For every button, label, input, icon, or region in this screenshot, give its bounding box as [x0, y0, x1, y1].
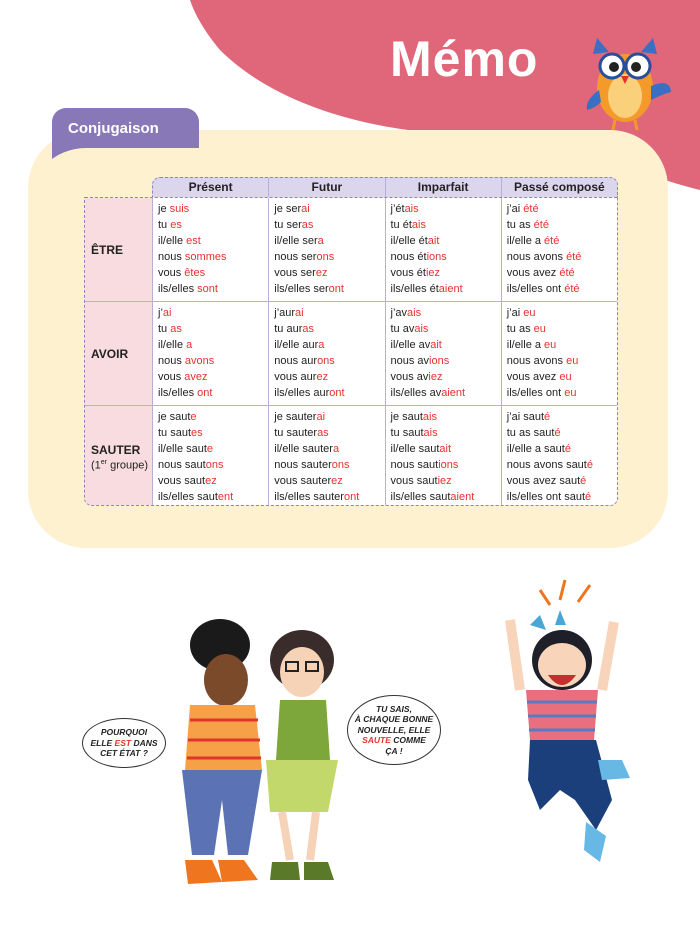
verb-ending: été: [564, 283, 580, 295]
conjugation-line: il/elle a sauté: [506, 443, 571, 455]
conjugation-line: ils/elles ont sauté: [506, 491, 592, 503]
verb-ending: été: [566, 251, 582, 263]
verb-ending: a: [318, 339, 325, 351]
conjugation-line: ils/elles ont eu: [506, 387, 577, 399]
verb-ending: aient: [450, 491, 475, 503]
verb-ending: eu: [533, 323, 546, 335]
verb-ending: ez: [331, 475, 343, 487]
verb-ending: avons: [184, 355, 215, 367]
verb-ending: ai: [295, 307, 304, 319]
bubble-right-line-3: NOUVELLE, ELLE: [357, 724, 431, 735]
conjugation-cell: [502, 406, 617, 506]
conjugation-line: nous aurons: [274, 355, 335, 367]
conjugation-line: il/elle a été: [506, 235, 560, 247]
verb-name-cell: [85, 302, 153, 405]
conjugation-line: tu as eu: [506, 323, 546, 335]
conjugation-line: ils/elles seront: [274, 283, 344, 295]
bubble-left-line-3: CET ÉTAT ?: [100, 748, 148, 759]
tense-header-passe-compose: Passé composé: [514, 180, 605, 194]
conjugation-line: ils/elles sautaient: [390, 491, 475, 503]
conjugation-line: ils/elles avaient: [390, 387, 466, 399]
verb-ending: été: [544, 235, 560, 247]
verb-row: [85, 405, 617, 506]
verb-ending: as: [170, 323, 182, 335]
conjugation-line: vous avez: [158, 371, 208, 383]
verb-ending: ez: [316, 371, 329, 383]
verb-ending: sommes: [184, 251, 227, 263]
conjugation-line: j’aurai: [274, 307, 304, 319]
bubble-right-line-1: TU SAIS,: [376, 703, 412, 714]
verb-ending: ont: [328, 283, 344, 295]
conjugation-cell: [269, 302, 385, 405]
verb-ending: ais: [404, 203, 419, 215]
bubble-right-line-4: [362, 735, 426, 746]
verb-ending: é: [586, 459, 593, 471]
bubble-left-line-2: [90, 738, 157, 749]
verb-row: [85, 197, 617, 301]
verb-ending: ions: [429, 355, 450, 367]
conjugation-line: il/elle sera: [274, 235, 324, 247]
conjugation-cell: [269, 198, 385, 301]
conjugation-cell: [386, 406, 502, 506]
conjugation-cell: [502, 198, 617, 301]
verb-ending: ais: [423, 427, 438, 439]
tense-header-imparfait: Imparfait: [386, 178, 502, 197]
verb-ending: aient: [438, 283, 463, 295]
verb-ending: ait: [439, 443, 452, 455]
verb-ending: ez: [315, 267, 328, 279]
verb-ending: es: [170, 219, 182, 231]
verb-ending: ont: [343, 491, 360, 503]
conjugation-line: nous avons été: [506, 251, 582, 263]
verb-ending: ions: [438, 459, 459, 471]
verb-ending: é: [580, 475, 587, 487]
owl-icon: [575, 30, 675, 135]
verb-ending: e: [206, 443, 214, 455]
conjugation-line: il/elle a eu: [506, 339, 557, 351]
verb-ending: é: [585, 491, 592, 503]
conjugation-line: ils/elles sauteront: [274, 491, 360, 503]
verb-ending: ont: [197, 387, 213, 399]
conjugation-line: nous sautons: [158, 459, 224, 471]
verb-ending: ait: [430, 339, 442, 351]
conjugation-line: il/elle avait: [390, 339, 442, 351]
verb-ending: ais: [414, 323, 429, 335]
bubble-right-text: COMME: [390, 735, 426, 746]
conjugation-line: tu seras: [274, 219, 314, 231]
conjugation-line: il/elle a: [158, 339, 193, 351]
verb-name: ÊTRE: [91, 242, 124, 257]
verb-ending: suis: [169, 203, 190, 215]
bubble-right-line-2: À CHAQUE BONNE: [354, 714, 434, 725]
verb-ending: a: [186, 339, 193, 351]
conjugation-line: il/elle est: [158, 235, 201, 247]
verb-ending: êtes: [184, 267, 206, 279]
verb-ending: a: [332, 443, 340, 455]
verb-ending: as: [302, 323, 315, 335]
conjugation-line: vous étiez: [390, 267, 441, 279]
tense-header-present: Présent: [153, 178, 269, 197]
verb-ending: ions: [426, 251, 447, 263]
conjugation-line: je sautais: [390, 411, 437, 423]
conjugation-line: ils/elles auront: [274, 387, 345, 399]
conjugation-table: [84, 197, 618, 506]
verb-ending: ais: [411, 219, 426, 231]
verb-ending: iez: [425, 267, 441, 279]
conjugation-line: nous sommes: [158, 251, 227, 263]
conjugation-line: vous avez eu: [506, 371, 572, 383]
verb-ending: ont: [329, 387, 345, 399]
conjugation-line: j’étais: [390, 203, 419, 215]
conjugation-cell: [386, 302, 502, 405]
verb-ending: été: [523, 203, 539, 215]
verb-row: [85, 301, 617, 405]
verb-ending: as: [317, 427, 329, 439]
verb-ending: ai: [301, 203, 310, 215]
verb-ending: ais: [407, 307, 422, 319]
conjugation-line: vous aviez: [390, 371, 443, 383]
conjugation-line: je serai: [274, 203, 310, 215]
conjugation-line: tu es: [158, 219, 182, 231]
conjugation-line: j’ai eu: [506, 307, 536, 319]
tense-header-row: [152, 177, 618, 197]
conjugation-line: je sauterai: [274, 411, 326, 423]
conjugation-line: tu sauteras: [274, 427, 329, 439]
verb-ending: ons: [316, 251, 335, 263]
conjugation-line: tu sautais: [390, 427, 438, 439]
verb-ending: ons: [317, 355, 335, 367]
bubble-left-line-1: POURQUOI: [100, 727, 148, 738]
conjugation-line: ils/elles ont: [158, 387, 213, 399]
conjugation-line: nous étions: [390, 251, 447, 263]
conjugation-line: j’ai: [158, 307, 172, 319]
conjugation-line: vous avez sauté: [506, 475, 587, 487]
verb-ending: ent: [217, 491, 234, 503]
conjugation-cell: [386, 198, 502, 301]
conjugation-line: tu étais: [390, 219, 426, 231]
verb-group-note: (1er groupe): [91, 459, 148, 472]
verb-ending: ai: [162, 307, 172, 319]
conjugation-line: vous avez été: [506, 267, 575, 279]
conjugation-line: nous avons eu: [506, 355, 579, 367]
conjugation-cell: [153, 406, 269, 506]
verb-ending: ait: [427, 235, 440, 247]
conjugation-line: il/elle saute: [158, 443, 214, 455]
conjugation-line: j’ai été: [506, 203, 539, 215]
verb-ending: iez: [437, 475, 452, 487]
bubble-left-text: ELLE: [90, 737, 115, 748]
verb-ending: e: [190, 411, 197, 423]
conjugation-line: nous avons: [158, 355, 215, 367]
conjugation-line: il/elle sautait: [390, 443, 452, 455]
verb-ending: sont: [197, 283, 218, 295]
conjugation-line: vous sauterez: [274, 475, 343, 487]
conjugation-line: vous sautez: [158, 475, 217, 487]
conjugation-line: nous sautions: [390, 459, 459, 471]
conjugation-line: j’avais: [390, 307, 422, 319]
conjugation-line: tu as sauté: [506, 427, 561, 439]
verb-ending: aient: [441, 387, 466, 399]
conjugation-line: nous avons sauté: [506, 459, 593, 471]
conjugation-line: vous aurez: [274, 371, 329, 383]
tense-header-futur: Futur: [269, 178, 385, 197]
bubble-right-line-5: ÇA !: [385, 745, 403, 756]
conjugation-line: ils/elles étaient: [390, 283, 463, 295]
conjugation-cell: [153, 198, 269, 301]
verb-ending: été: [559, 267, 575, 279]
verb-ending: a: [317, 235, 324, 247]
verb-ending: eu: [564, 387, 577, 399]
verb-ending: ais: [422, 411, 437, 423]
verb-ending: es: [191, 427, 203, 439]
conjugation-line: j’ai sauté: [506, 411, 551, 423]
conjugation-line: tu as: [158, 323, 182, 335]
conjugation-line: je suis: [158, 203, 190, 215]
conjugation-cell: [269, 406, 385, 506]
verb-ending: ez: [205, 475, 217, 487]
conjugation-line: je saute: [158, 411, 197, 423]
section-tab-label: Conjugaison: [68, 120, 159, 137]
conjugation-line: ils/elles sont: [158, 283, 218, 295]
verb-ending: ai: [316, 411, 326, 423]
verb-name: SAUTER: [91, 443, 141, 458]
speech-bubble-right: [347, 695, 441, 765]
page-title: Mémo: [390, 31, 539, 87]
conjugation-line: tu auras: [274, 323, 315, 335]
verb-ending: eu: [566, 355, 579, 367]
conjugation-line: tu as été: [506, 219, 549, 231]
conjugation-line: nous sauterons: [274, 459, 350, 471]
conjugation-line: vous êtes: [158, 267, 206, 279]
conjugation-cell: [502, 302, 617, 405]
conjugation-line: il/elle aura: [274, 339, 325, 351]
bubble-left-text: DANS: [131, 737, 158, 748]
verb-ending: est: [186, 235, 201, 247]
conjugation-line: il/elle était: [390, 235, 440, 247]
verb-ending: é: [544, 411, 551, 423]
conjugation-cell: [153, 302, 269, 405]
verb-ending: eu: [523, 307, 536, 319]
bubble-right-highlight: SAUTE: [362, 735, 391, 746]
conjugation-line: nous avions: [390, 355, 450, 367]
verb-name: AVOIR: [91, 346, 129, 361]
verb-ending: as: [301, 219, 314, 231]
verb-ending: é: [564, 443, 571, 455]
verb-name-cell: [85, 406, 153, 506]
verb-ending: avez: [184, 371, 208, 383]
conjugation-line: vous sautiez: [390, 475, 452, 487]
speech-bubble-left: [82, 718, 166, 768]
bubble-left-highlight: EST: [114, 737, 132, 748]
conjugation-line: tu sautes: [158, 427, 203, 439]
conjugation-line: ils/elles sautent: [158, 491, 234, 503]
verb-ending: ons: [205, 459, 224, 471]
verb-ending: eu: [544, 339, 557, 351]
verb-ending: é: [554, 427, 561, 439]
conjugation-line: ils/elles ont été: [506, 283, 580, 295]
conjugation-line: nous serons: [274, 251, 335, 263]
conjugation-line: il/elle sautera: [274, 443, 340, 455]
verb-ending: eu: [559, 371, 572, 383]
verb-ending: été: [533, 219, 549, 231]
conjugation-line: tu avais: [390, 323, 429, 335]
verb-ending: iez: [428, 371, 443, 383]
conjugation-line: vous serez: [274, 267, 328, 279]
verb-ending: ons: [331, 459, 350, 471]
verb-name-cell: [85, 198, 153, 301]
